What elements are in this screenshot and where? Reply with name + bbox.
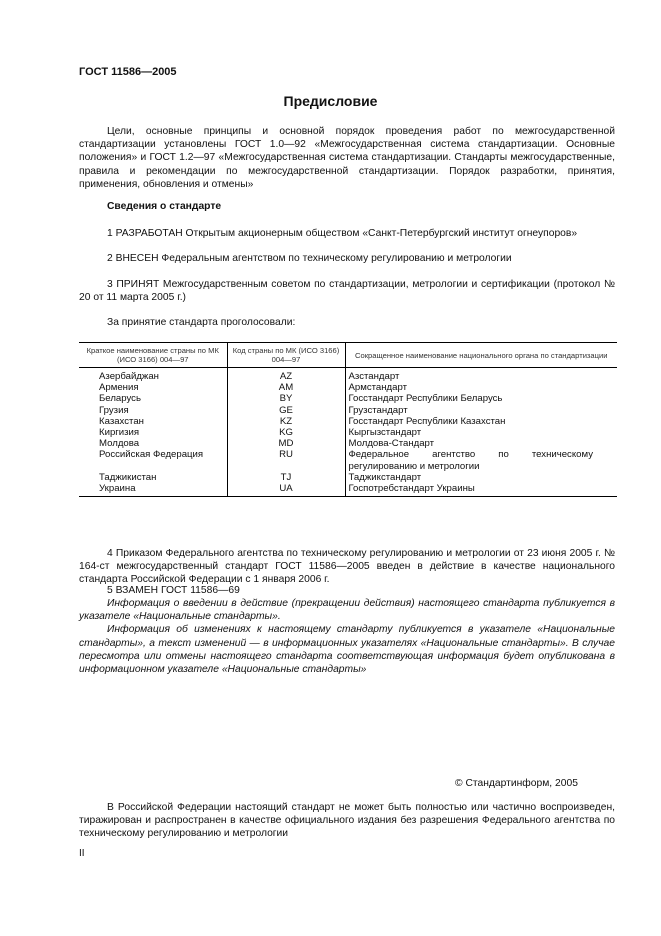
header-country: Краткое наименование страны по МК (ИСО 3166) 004—97 [79,343,227,368]
table-row [79,393,617,404]
code-cell: KG [227,427,345,438]
code-cell: UA [227,483,345,497]
code-cell: MD [227,438,345,449]
country-cell: Украина [79,483,227,497]
country-cell: Российская Федерация [99,449,204,461]
info-item-adopted: 3 ПРИНЯТ Межгосударственным советом по стандартизации, метрологии и сертификации (протокол № 20 от 11 марта 2005 г.) [79,279,615,304]
code-cell: GE [227,405,345,416]
country-cell: Молдова [99,438,140,450]
table-row [79,472,617,483]
rights-paragraph: В Российской Федерации настоящий стандарт не может быть полностью или частично воспроизведен, тиражирован и распространен в качестве официального издания без разрешения Федерального агентства по техническому регулированию и метрологии [79,802,615,840]
body-cell: Госстандарт Республики Беларусь [345,393,617,404]
body-cell: Грузстандарт [345,405,617,416]
body-cell: Госпотребстандарт Украины [345,483,617,497]
code-cell: AM [227,382,345,393]
publication-notices [79,597,615,676]
table-header-row [79,343,617,368]
code-cell: TJ [227,472,345,483]
table-row [79,449,617,471]
standard-code: ГОСТ 11586—2005 [79,66,177,78]
code-cell: KZ [227,416,345,427]
info-item-submitted: 2 ВНЕСЕН Федеральным агентством по техническому регулированию и метрологии [107,253,512,264]
table-row [79,416,617,427]
body-cell: Таджикстандарт [345,472,617,483]
country-cell: Азербайджан [99,371,159,382]
body-cell: Госстандарт Республики Казахстан [345,416,617,427]
body-cell: Молдова-Стандарт [345,438,617,449]
country-cell: Казахстан [99,415,144,427]
country-cell: Беларусь [99,393,141,405]
code-cell: AZ [227,368,345,383]
body-cell: Кыргызстандарт [345,427,617,438]
notice-enactment: Информация о введении в действие (прекращении действия) настоящего стандарта публикуется в указателе «Национальные стандарты». [79,598,615,623]
copyright-line: © Стандартинформ, 2005 [455,778,578,789]
voting-states-table [79,342,617,497]
code-cell: RU [227,449,345,471]
table-row [79,438,617,449]
page-title: Предисловие [283,93,378,109]
info-item-enacted: 4 Приказом Федерального агентства по техническому регулированию и метрологии от 23 июня 2005 г. № 164-ст межгосударственный стандарт ГОСТ 11586—2005 введен в действие в качестве национального стандарта Российской Федерации с 1 января 2006 г. [79,548,615,586]
info-heading: Сведения о стандарте [107,201,222,212]
table-row [79,405,617,416]
page-number: II [79,848,85,859]
code-cell: BY [227,393,345,404]
body-cell: Армстандарт [345,382,617,393]
table-row [79,368,617,383]
country-cell: Грузия [99,404,129,416]
body-cell: Азстандарт [345,368,617,383]
country-cell: Киргизия [99,427,140,439]
header-code: Код страны по МК (ИСО 3166) 004—97 [227,343,345,368]
notice-changes: Информация об изменениях к настоящему стандарту публикуется в указателе «Национальные стандарты», а текст изменений — в информационных указателях «Национальные стандарты». В случае пересмотра или отмены настоящего стандарта соответствующая информация будет опубликована в информационном указателе «Национальные стандарты» [79,624,615,676]
body-cell: Федеральное агентство по техническому регулированию и метрологии [345,449,617,471]
table-row [79,382,617,393]
header-body: Сокращенное наименование национального органа по стандартизации [345,343,617,368]
intro-paragraph: Цели, основные принципы и основной порядок проведения работ по межгосударственной стандартизации установлены ГОСТ 1.0—92 «Межгосударственная система стандартизации. Основные положения» и ГОСТ 1.2—97 «Межгосударственная система стандартизации. Стандарты межгосударственные, правила и рекомендации по межгосударственной стандартизации. Порядок разработки, принятия, применения, обновления и отмены» [79,126,615,190]
voted-label: За принятие стандарта проголосовали: [107,317,296,328]
table-row [79,483,617,497]
country-cell: Армения [99,382,139,394]
info-item-replaces: 5 ВЗАМЕН ГОСТ 11586—69 [107,585,240,596]
country-cell: Таджикистан [99,471,157,483]
table-row [79,427,617,438]
info-item-developed: 1 РАЗРАБОТАН Открытым акционерным обществом «Санкт-Петербургский институт огнеупоров» [107,228,578,239]
